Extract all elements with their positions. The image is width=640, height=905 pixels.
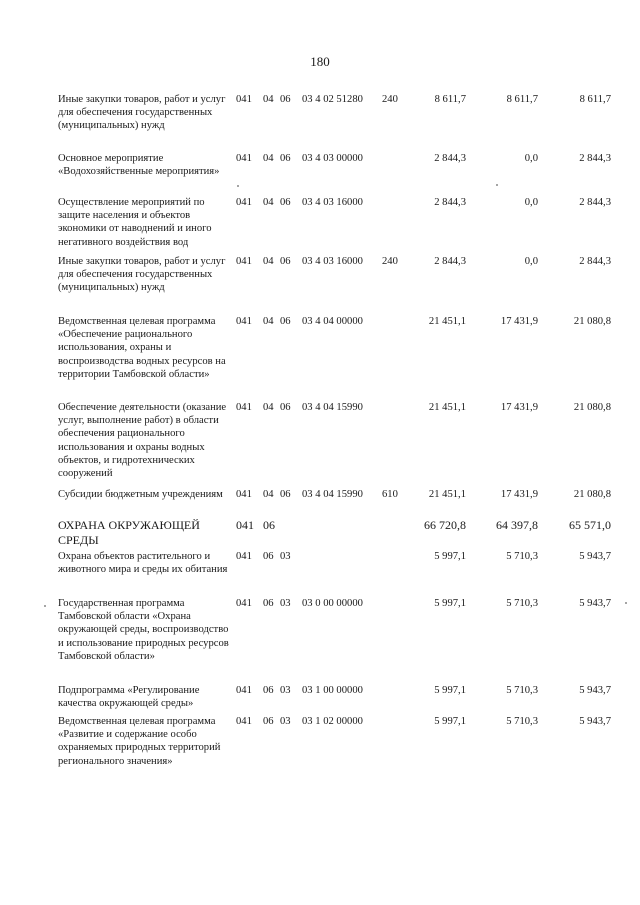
- amount-year-1: 8 611,7: [434, 94, 466, 105]
- target-article-code: 03 0 00 00000: [302, 598, 363, 609]
- section-code: 04: [263, 94, 274, 105]
- amount-year-1: 2 844,3: [434, 256, 466, 267]
- amount-year-2: 5 710,3: [506, 685, 538, 696]
- subsection-code: 06: [280, 489, 291, 500]
- row-description: Обеспечение деятельности (оказание услуг, выполнение работ) в области обеспечения рационального использования и охраны водных объектов, и гидротехнических сооружений: [58, 402, 227, 480]
- subsection-code: 06: [280, 402, 291, 413]
- row-description: Государственная программа Тамбовской области «Охрана окружающей среды, воспроизводство и использование природных ресурсов Тамбовской области»: [58, 598, 229, 662]
- ministry-code: 041: [236, 489, 252, 500]
- subsection-code: 06: [280, 256, 291, 267]
- expense-type-code: 610: [382, 489, 398, 500]
- amount-year-3: 5 943,7: [579, 598, 611, 609]
- row-description: ОХРАНА ОКРУЖАЮЩЕЙ СРЕДЫ: [58, 518, 200, 547]
- amount-year-3: 65 571,0: [569, 518, 611, 532]
- ministry-code: 041: [236, 256, 252, 267]
- ministry-code: 041: [236, 197, 252, 208]
- section-code: 06: [263, 518, 275, 532]
- subsection-code: 06: [280, 94, 291, 105]
- ministry-code: 041: [236, 402, 252, 413]
- section-code: 04: [263, 153, 274, 164]
- ministry-code: 041: [236, 518, 254, 532]
- subsection-code: 06: [280, 316, 291, 327]
- amount-year-1: 5 997,1: [434, 685, 466, 696]
- amount-year-1: 21 451,1: [428, 402, 466, 413]
- section-code: 06: [263, 716, 274, 727]
- page-number: 180: [310, 54, 330, 69]
- amount-year-1: 5 997,1: [434, 598, 466, 609]
- target-article-code: 03 4 04 15990: [302, 489, 363, 500]
- target-article-code: 03 1 02 00000: [302, 716, 363, 727]
- amount-year-3: 8 611,7: [579, 94, 611, 105]
- target-article-code: 03 4 03 16000: [302, 197, 363, 208]
- amount-year-3: 21 080,8: [573, 402, 611, 413]
- expense-type-code: 240: [382, 94, 398, 105]
- target-article-code: 03 4 04 00000: [302, 316, 363, 327]
- section-code: 06: [263, 551, 274, 562]
- amount-year-2: 64 397,8: [496, 518, 538, 532]
- scan-speck: [625, 602, 627, 604]
- amount-year-1: 2 844,3: [434, 153, 466, 164]
- target-article-code: 03 4 04 15990: [302, 402, 363, 413]
- ministry-code: 041: [236, 94, 252, 105]
- amount-year-2: 5 710,3: [506, 551, 538, 562]
- amount-year-1: 5 997,1: [434, 716, 466, 727]
- scan-speck: [496, 184, 498, 186]
- subsection-code: 06: [280, 153, 291, 164]
- expense-type-code: 240: [382, 256, 398, 267]
- ministry-code: 041: [236, 153, 252, 164]
- subsection-code: 06: [280, 197, 291, 208]
- ministry-code: 041: [236, 685, 252, 696]
- ministry-code: 041: [236, 598, 252, 609]
- row-description: Основное мероприятие «Водохозяйственные мероприятия»: [58, 153, 220, 178]
- amount-year-1: 2 844,3: [434, 197, 466, 208]
- amount-year-2: 8 611,7: [506, 94, 538, 105]
- amount-year-2: 5 710,3: [506, 716, 538, 727]
- row-description: Ведомственная целевая программа «Развитие и содержание особо охраняемых природных территорий регионального значения»: [58, 716, 221, 767]
- amount-year-1: 5 997,1: [434, 551, 466, 562]
- row-description: Осуществление мероприятий по защите населения и объектов экономики от наводнений и иного негативного воздействия вод: [58, 197, 212, 248]
- section-code: 04: [263, 316, 274, 327]
- row-description: Иные закупки товаров, работ и услуг для обеспечения государственных (муниципальных) нужд: [58, 94, 226, 132]
- subsection-code: 03: [280, 716, 291, 727]
- ministry-code: 041: [236, 551, 252, 562]
- section-code: 06: [263, 598, 274, 609]
- section-code: 04: [263, 402, 274, 413]
- amount-year-1: 21 451,1: [428, 316, 466, 327]
- amount-year-2: 17 431,9: [500, 402, 538, 413]
- amount-year-1: 66 720,8: [424, 518, 466, 532]
- section-code: 04: [263, 256, 274, 267]
- row-description: Охрана объектов растительного и животного мира и среды их обитания: [58, 551, 228, 576]
- target-article-code: 03 4 02 51280: [302, 94, 363, 105]
- row-description: Субсидии бюджетным учреждениям: [58, 489, 223, 500]
- amount-year-3: 2 844,3: [579, 256, 611, 267]
- target-article-code: 03 4 03 00000: [302, 153, 363, 164]
- amount-year-2: 17 431,9: [500, 316, 538, 327]
- amount-year-1: 21 451,1: [428, 489, 466, 500]
- amount-year-2: 0,0: [524, 153, 538, 164]
- amount-year-3: 5 943,7: [579, 551, 611, 562]
- subsection-code: 03: [280, 598, 291, 609]
- scan-speck: [237, 185, 239, 187]
- amount-year-3: 21 080,8: [573, 489, 611, 500]
- amount-year-3: 2 844,3: [579, 197, 611, 208]
- row-description: Подпрограмма «Регулирование качества окружающей среды»: [58, 685, 200, 710]
- amount-year-3: 2 844,3: [579, 153, 611, 164]
- target-article-code: 03 1 00 00000: [302, 685, 363, 696]
- section-code: 06: [263, 685, 274, 696]
- amount-year-3: 21 080,8: [573, 316, 611, 327]
- ministry-code: 041: [236, 716, 252, 727]
- amount-year-2: 17 431,9: [500, 489, 538, 500]
- ministry-code: 041: [236, 316, 252, 327]
- target-article-code: 03 4 03 16000: [302, 256, 363, 267]
- row-description: Иные закупки товаров, работ и услуг для обеспечения государственных (муниципальных) нужд: [58, 256, 226, 294]
- subsection-code: 03: [280, 685, 291, 696]
- amount-year-3: 5 943,7: [579, 685, 611, 696]
- subsection-code: 03: [280, 551, 291, 562]
- section-code: 04: [263, 197, 274, 208]
- section-code: 04: [263, 489, 274, 500]
- row-description: Ведомственная целевая программа «Обеспечение рационального использования, охраны и воспроизводства водных ресурсов на территории Тамбовской области»: [58, 316, 226, 380]
- scan-speck: [44, 605, 46, 607]
- amount-year-2: 0,0: [524, 256, 538, 267]
- amount-year-2: 0,0: [524, 197, 538, 208]
- amount-year-3: 5 943,7: [579, 716, 611, 727]
- amount-year-2: 5 710,3: [506, 598, 538, 609]
